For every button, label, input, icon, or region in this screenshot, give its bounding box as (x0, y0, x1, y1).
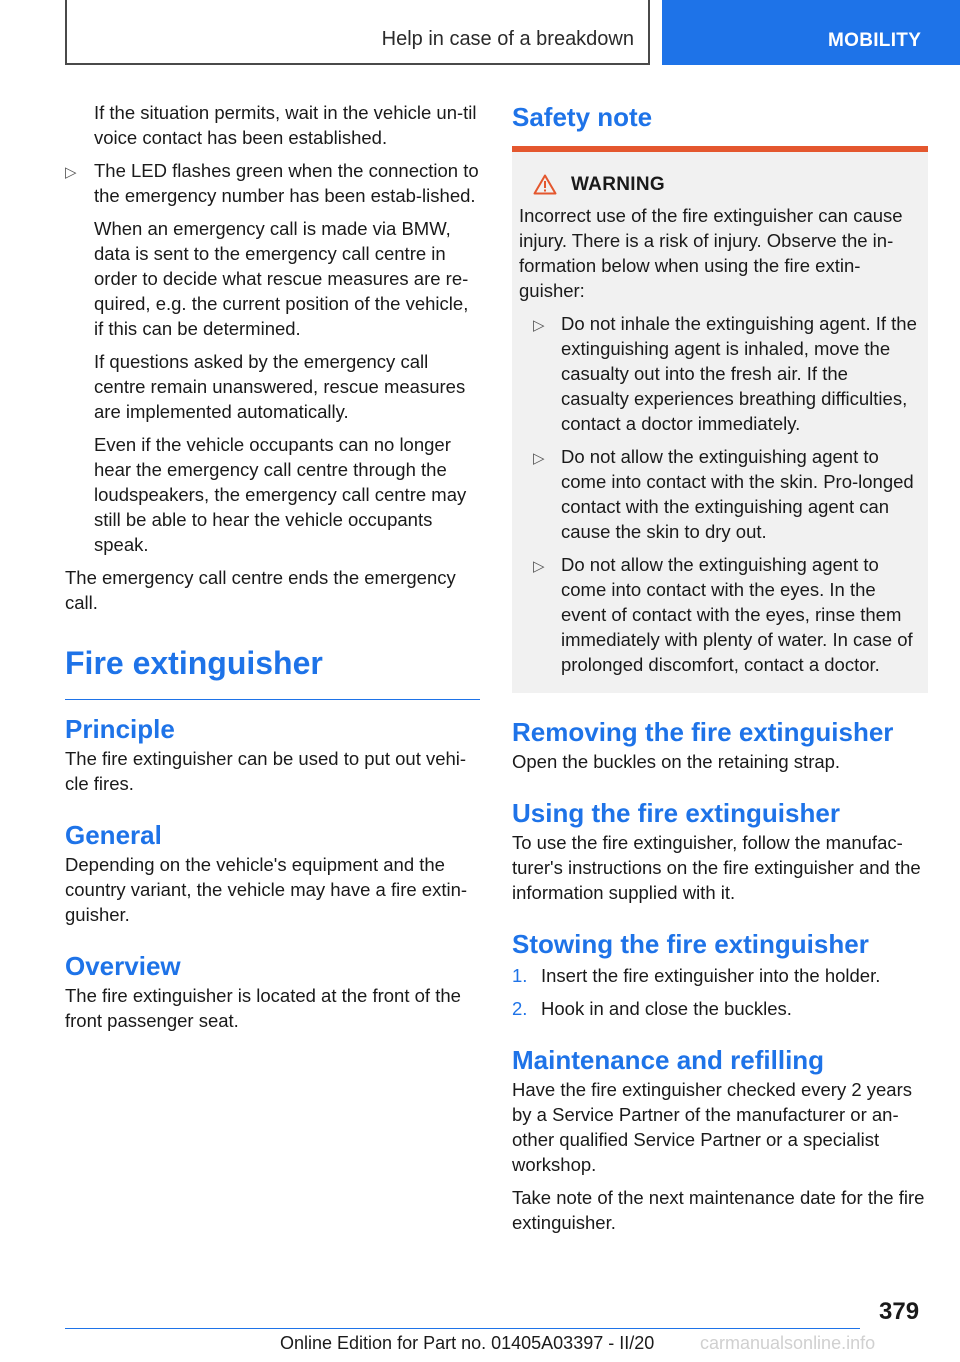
section-heading: Overview (65, 951, 181, 981)
warning-header (519, 172, 920, 197)
list-item (525, 444, 920, 544)
list-item-text: Do not allow the extinguishing agent to come into contact with the skin. Pro-longed contact with the extinguishing agent can cause the skin to dry out. (561, 446, 914, 542)
paragraph: If the situation permits, wait in the vehicle un-til voice contact has been established. (94, 102, 477, 148)
footer-rule (65, 1328, 860, 1329)
list-item (512, 963, 928, 988)
warning-box (512, 152, 928, 693)
section-heading: Using the fire extinguisher (512, 798, 840, 828)
paragraph: Open the buckles on the retaining strap. (512, 751, 841, 772)
step-number: 1. (512, 965, 528, 986)
paragraph: The fire extinguisher can be used to put out vehi-cle fires. (65, 748, 467, 794)
section-heading: Safety note (512, 102, 653, 132)
footer-edition: Online Edition for Part no. 01405A03397 - II/20 (280, 1333, 655, 1353)
list-item (525, 552, 920, 677)
list-item-text: Do not allow the extinguishing agent to come into contact with the eyes. In the event of contact with the eyes, rinse them immediately with plenty of water. In case of prolonged discomfort, contact a doctor. (561, 554, 913, 675)
warning-text: Incorrect use of the fire extinguisher can cause injury. There is a risk of injury. Observe the in-formation below when using the fire extin-guisher: (519, 205, 903, 301)
step-number: 2. (512, 998, 528, 1019)
triangle-right-outline-icon: ▷ (533, 450, 545, 467)
page-number: 379 (879, 1298, 920, 1325)
paragraph: The emergency call centre ends the emergency call. (65, 567, 456, 613)
triangle-right-outline-icon: ▷ (533, 558, 545, 575)
paragraph: Take note of the next maintenance date for the fire extinguisher. (512, 1187, 925, 1233)
paragraph: The fire extinguisher is located at the front of the front passenger seat. (65, 985, 461, 1031)
header-section-box (65, 0, 650, 65)
watermark: carmanualsonline.info (700, 1333, 876, 1353)
paragraph: Even if the vehicle occupants can no longer hear the emergency call centre through the loudspeakers, the emergency call centre may still be able to hear the vehicle occupants speak. (94, 434, 467, 555)
list-item-text: Hook in and close the buckles. (541, 998, 792, 1019)
triangle-right-outline-icon: ▷ (533, 317, 545, 334)
list-item (525, 311, 920, 436)
paragraph: Depending on the vehicle's equipment and the country variant, the vehicle may have a fire extin-guisher. (65, 854, 468, 925)
list-item-text: Insert the fire extinguisher into the holder. (541, 965, 881, 986)
section-heading: Stowing the fire extinguisher (512, 929, 869, 959)
list-item-text: Do not inhale the extinguishing agent. If the extinguishing agent is inhaled, move the casualty out into the fresh air. If the casualty experiences breathing difficulties, contact a doctor immediately. (561, 313, 917, 434)
list-item (512, 996, 928, 1021)
section-heading: Removing the fire extinguisher (512, 717, 894, 747)
paragraph: If questions asked by the emergency call centre remain unanswered, rescue measures are implemented automatically. (94, 351, 466, 422)
left-column (65, 100, 480, 1033)
section-heading: Maintenance and refilling (512, 1045, 825, 1075)
paragraph: To use the fire extinguisher, follow the manufac-turer's instructions on the fire extinguisher and the information supplied with it. (512, 832, 921, 903)
paragraph: When an emergency call is made via BMW, data is sent to the emergency call centre in order to decide what rescue measures are re-quired, e.g. the current position of the vehicle, if this can be determined. (94, 218, 469, 339)
list-item (65, 158, 480, 208)
warning-triangle-icon (533, 174, 557, 195)
header-chapter-label: MOBILITY (828, 30, 922, 51)
section-heading: Principle (65, 714, 175, 744)
list-item-text: The LED flashes green when the connection to the emergency number has been estab-lished. (94, 160, 479, 206)
chapter-heading: Fire extinguisher (65, 643, 480, 700)
right-column (512, 100, 928, 1235)
triangle-right-outline-icon: ▷ (65, 164, 77, 181)
section-heading: General (65, 820, 162, 850)
warning-label: WARNING (571, 174, 665, 195)
paragraph: Have the fire extinguisher checked every 2 years by a Service Partner of the manufacturer or an-other qualified Service Partner or a specialist workshop. (512, 1079, 913, 1175)
header-section-title: Help in case of a breakdown (381, 28, 634, 50)
header-chapter-tab (662, 0, 960, 65)
